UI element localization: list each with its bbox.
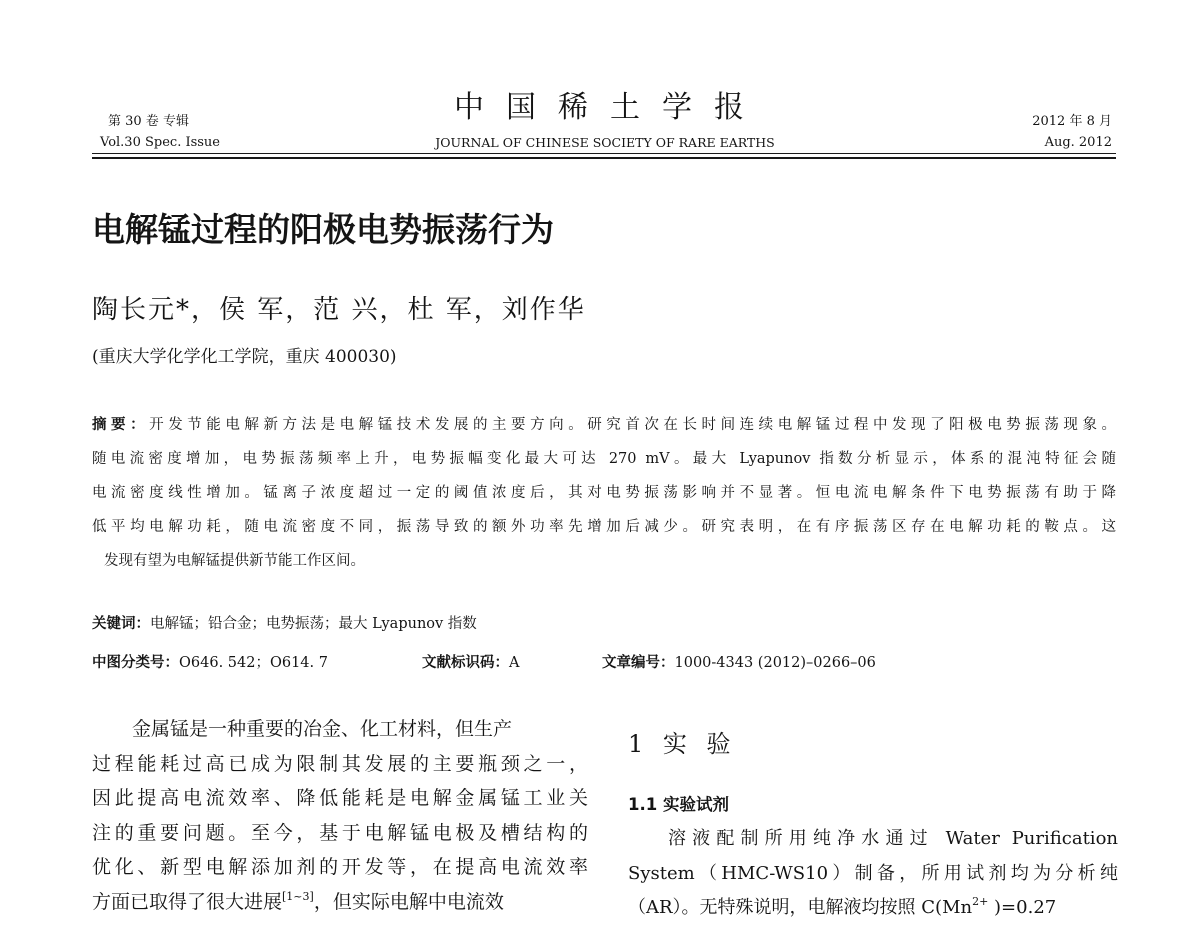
- paper-affiliation: (重庆大学化学化工学院，重庆 400030): [92, 347, 397, 367]
- header-rule-top: [92, 153, 1116, 154]
- body-line: System（HMC-WS10）制备，所用试剂均为分析纯: [628, 862, 1118, 884]
- clc-number: 中图分类号：O646. 542；O614. 7: [92, 655, 328, 671]
- abstract-line: 发现有望为电解锰提供新节能工作区间。: [104, 553, 365, 569]
- subsection-heading: 1.1 实验试剂: [628, 795, 729, 814]
- body-line: 过程能耗过高已成为限制其发展的主要瓶颈之一，: [92, 752, 588, 775]
- body-line: 优化、新型电解添加剂的开发等，在提高电流效率: [92, 856, 588, 878]
- body-left-column: [92, 712, 588, 919]
- abstract-line: 低平均电解功耗，随电流密度不同，振荡导致的额外功率先增加后减少。研究表明，在有序振荡区存在电解功耗的鞍点。这: [92, 519, 1116, 535]
- abstract-label: 摘要：: [92, 417, 150, 433]
- keywords-label: 关键词：: [92, 616, 150, 632]
- citation-ref: [1~3]: [282, 889, 314, 903]
- body-line: 方面已取得了很大进展[1~3]，但实际电解中电流效: [92, 889, 504, 913]
- paper-title: 电解锰过程的阳极电势振荡行为: [92, 210, 554, 249]
- keywords-text: 电解锰；铅合金；电势振荡；最大 Lyapunov 指数: [150, 616, 477, 632]
- abstract-line: 随电流密度增加，电势振荡频率上升，电势振幅变化最大可达 270 mV。最大 Lyapunov 指数分析显示，体系的混沌特征会随: [92, 451, 1116, 467]
- classification-line: [92, 652, 1116, 674]
- body-right-column: [628, 822, 1118, 926]
- body-line: 因此提高电流效率、降低能耗是电解金属锰工业关: [92, 787, 588, 809]
- volume-cn: 第 30 卷 专辑: [108, 114, 189, 129]
- body-line: 金属锰是一种重要的冶金、化工材料，但生产: [132, 718, 513, 740]
- abstract: [92, 408, 1116, 578]
- body-line: 溶液配制所用纯净水通过 Water Purification: [668, 828, 1118, 849]
- paper-authors: 陶长元*，侯 军，范 兴，杜 军，刘作华: [92, 295, 586, 325]
- abstract-line: 摘要：开发节能电解新方法是电解锰技术发展的主要方向。研究首次在长时间连续电解锰过程中发现了阳极电势振荡现象。: [92, 417, 1117, 433]
- journal-title-en: JOURNAL OF CHINESE SOCIETY OF RARE EARTHS: [435, 135, 775, 150]
- article-number: 文章编号：1000-4343 (2012)–0266–06: [602, 655, 876, 671]
- volume-en: Vol.30 Spec. Issue: [100, 135, 220, 150]
- abstract-line: 电流密度线性增加。锰离子浓度超过一定的阈值浓度后，其对电势振荡影响并不显著。恒电流电解条件下电势振荡有助于降: [92, 485, 1116, 501]
- body-line: 注的重要问题。至今，基于电解锰电极及槽结构的: [92, 821, 588, 844]
- body-line: （AR）。无特殊说明，电解液均按照 $C(Mn^{2+}$ )=0.27: [628, 895, 1057, 918]
- document-code: 文献标识码：A: [422, 655, 520, 671]
- journal-title-cn: 中国稀土学报: [454, 90, 766, 125]
- header-rule-bottom: [92, 157, 1116, 159]
- section-heading: 1 实 验: [628, 730, 737, 758]
- keywords: [92, 613, 477, 635]
- issue-date-en: Aug. 2012: [1044, 135, 1112, 150]
- issue-date-cn: 2012 年 8 月: [1032, 114, 1112, 129]
